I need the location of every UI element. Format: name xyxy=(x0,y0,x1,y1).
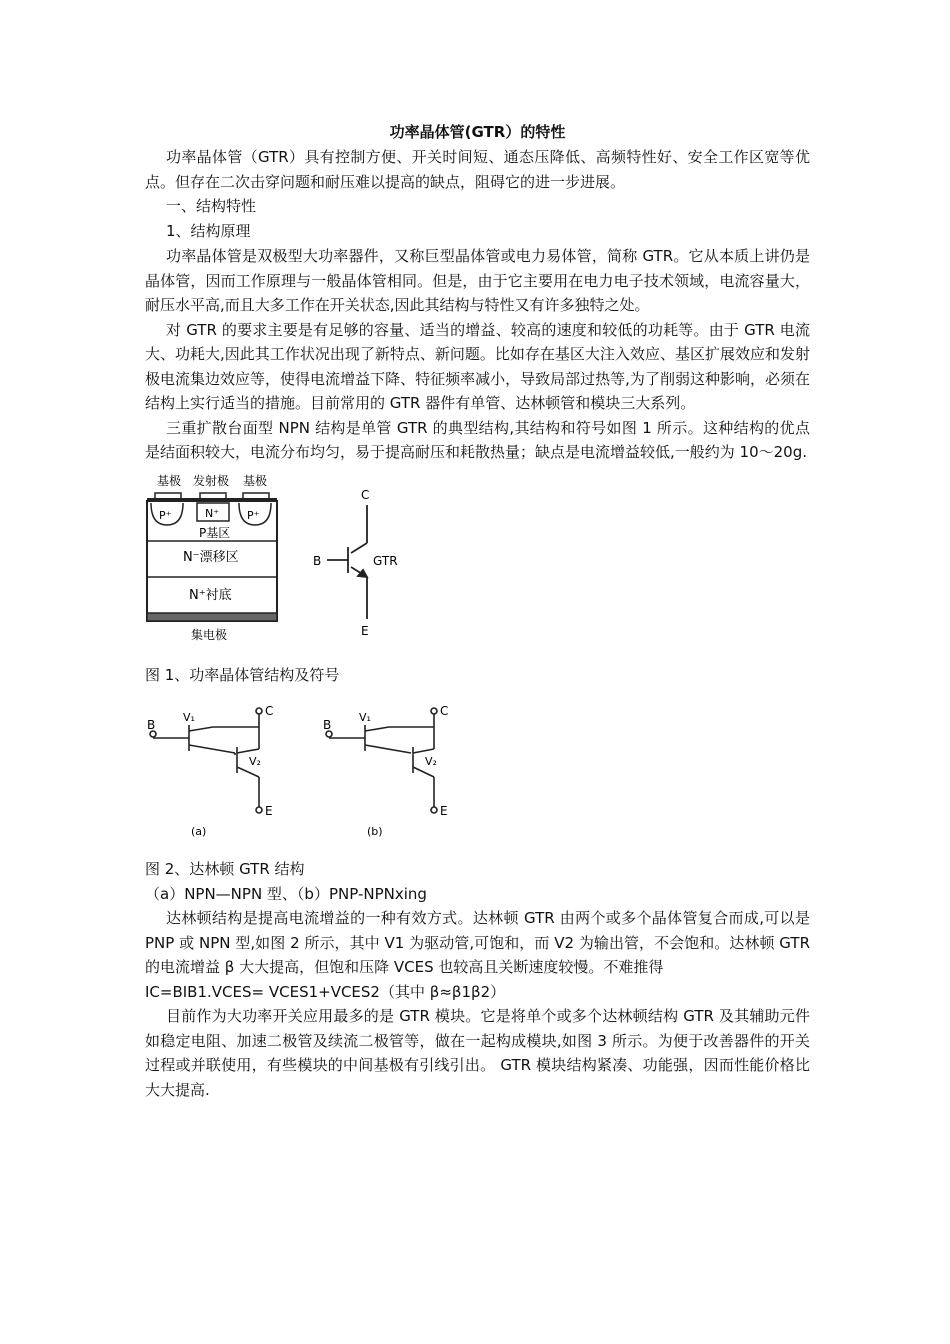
label-collector: 集电极 xyxy=(191,627,228,642)
label-a-tag: (a) xyxy=(191,825,207,838)
paragraph-3: 三重扩散台面型 NPN 结构是单管 GTR 的典型结构,其结构和符号如图 1 所示。这种结构的优点是结面积较大，电流分布均匀，易于提高耐压和耗散热量；缺点是电流增益较低,一般约为 10～20g. xyxy=(145,418,810,461)
figure-2-drawing xyxy=(145,691,810,857)
label-n-substrate: N⁺衬底 xyxy=(189,587,232,603)
label-emitter: 发射极 xyxy=(193,473,230,488)
label-b-c: C xyxy=(440,704,449,718)
document-title: 功率晶体管(GTR）的特性 xyxy=(389,123,566,141)
darlington-b xyxy=(326,708,437,813)
label-a-v1: V₁ xyxy=(183,711,195,724)
label-sym-b: B xyxy=(313,553,322,568)
label-n-drift: N⁻漂移区 xyxy=(183,549,239,565)
figure-1-caption: 图 1、功率晶体管结构及符号 xyxy=(145,665,340,684)
label-n-plus: N⁺ xyxy=(205,506,220,520)
intro-paragraph: 功率晶体管（GTR）具有控制方便、开关时间短、通态压降低、高频特性好、安全工作区宽等优点。但存在二次击穿问题和耐压难以提高的缺点，阻碍它的进一步进展。 xyxy=(145,148,810,191)
paragraph-4: 达林顿结构是提高电流增益的一种有效方式。达林顿 GTR 由两个或多个晶体管复合而成,可以是 PNP 或 NPN 型,如图 2 所示，其中 V1 为驱动管,可饱和，而 V2 为输出管，不会饱和。达林顿 GTR 的电流增益 β 大大提高，但饱和压降 VCES 也较高且关断速度较慢。不难推得 xyxy=(145,909,810,976)
label-b-v2: V₂ xyxy=(425,755,437,768)
figure-2 xyxy=(145,691,810,857)
label-a-e: E xyxy=(265,804,273,818)
label-b-v1: V₁ xyxy=(359,711,371,724)
label-a-b: B xyxy=(147,718,156,732)
label-sym-c: C xyxy=(361,487,370,502)
figure-2-subcaption: （a）NPN—NPN 型、（b）PNP-NPNxing xyxy=(145,884,427,903)
label-p-plus-right: P⁺ xyxy=(247,508,260,522)
paragraph-2: 对 GTR 的要求主要是有足够的容量、适当的增益、较高的速度和较低的功耗等。由于 GTR 电流大、功耗大,因此其工作状况出现了新特点、新问题。比如存在基区大注入效应、基区扩展效应和发射极电流集边效应等，使得电流增益下降、特征频率减小，导致局部过热等,为了削弱这种影响，必须在结构上实行适当的措施。目前常用的 GTR 器件有单管、达林顿管和模块三大系列。 xyxy=(145,320,810,412)
label-base-right: 基极 xyxy=(243,473,268,488)
label-b-tag: (b) xyxy=(367,825,383,838)
label-a-v2: V₂ xyxy=(249,755,261,768)
subsection-heading: 1、结构原理 xyxy=(166,222,251,240)
darlington-a xyxy=(150,708,262,813)
label-p-plus-left: P⁺ xyxy=(159,508,172,522)
label-p-base: P基区 xyxy=(199,525,231,540)
paragraph-5: 目前作为大功率开关应用最多的是 GTR 模块。它是将单个或多个达林顿结构 GTR 及其辅助元件如稳定电阻、加速二极管及续流二极管等，做在一起构成模块,如图 3 所示。为便于改善器件的开关过程或并联使用，有些模块的中间基极有引线引出。 GTR 模块结构紧凑、功能强，因而性能价格比大大提高. xyxy=(145,1007,810,1099)
figure-2-caption: 图 2、达林顿 GTR 结构 xyxy=(145,860,305,878)
figure-1 xyxy=(145,469,810,659)
label-sym-gtr: GTR xyxy=(373,553,398,568)
label-base-left: 基极 xyxy=(157,473,182,488)
document-page xyxy=(145,120,810,1102)
label-b-b: B xyxy=(323,718,332,732)
formula: IC=BIB1.VCES= VCES1+VCES2（其中 β≈β1β2） xyxy=(145,982,506,1001)
label-a-c: C xyxy=(265,704,274,718)
section-heading: 一、结构特性 xyxy=(166,197,257,215)
label-sym-e: E xyxy=(361,623,369,638)
label-b-e: E xyxy=(440,804,448,818)
paragraph-1: 功率晶体管是双极型大功率器件，又称巨型晶体管或电力易体管，简称 GTR。它从本质上讲仍是晶体管，因而工作原理与一般晶体管相同。但是，由于它主要用在电力电子技术领域，电流容量大，耐压水平高,而且大多工作在开关状态,因此其结构与特性又有许多独特之处。 xyxy=(145,247,810,314)
figure-1-drawing xyxy=(145,469,810,659)
gtr-symbol xyxy=(327,505,367,619)
